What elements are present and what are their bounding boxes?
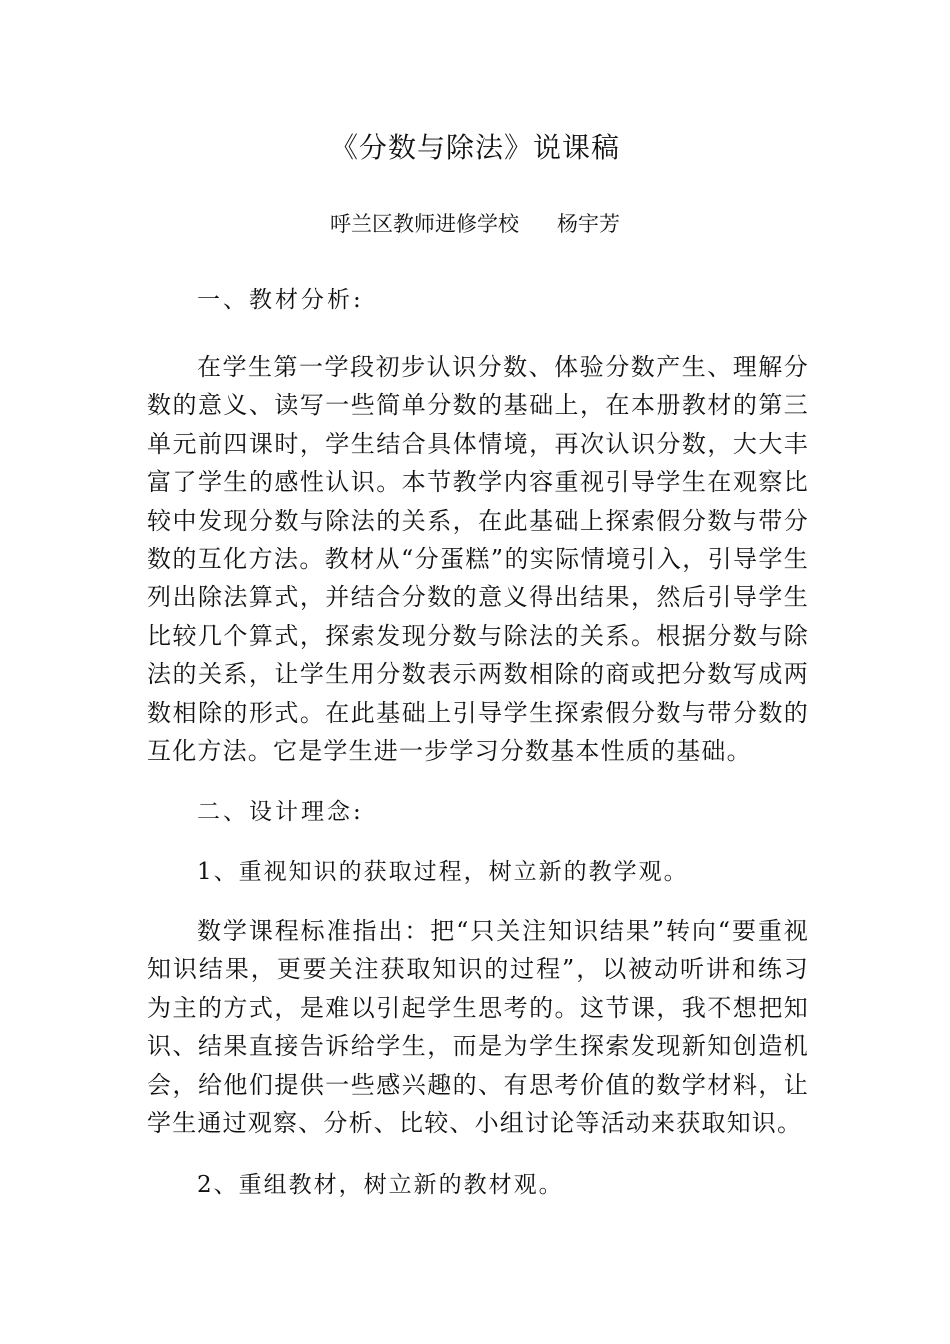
author-organization: 呼兰区教师进修学校 bbox=[330, 212, 519, 236]
subsection-heading-2: 2、重组教材，树立新的教材观。 bbox=[197, 1172, 564, 1198]
author-line bbox=[0, 208, 950, 240]
author-name: 杨宇芳 bbox=[557, 212, 620, 236]
document-title: 《分数与除法》说课稿 bbox=[329, 131, 620, 164]
section-heading-textbook-analysis: 一、教材分析: bbox=[197, 287, 364, 313]
subsection-heading-1: 1、重视知识的获取过程，树立新的教学观。 bbox=[197, 859, 689, 885]
section-heading-design-philosophy: 二、设计理念: bbox=[197, 799, 364, 825]
paragraph-subsection-1: 数学课程标准指出：把“只关注知识结果”转向“要重视知识结果，更要关注获取知识的过程”，以被动听讲和练习为主的方式，是难以引起学生思考的。这节课，我不想把知识、结果直接告诉给学生，而是为学生探索发现新知创造机会，给他们提供一些感兴趣的、有思考价值的数学材料，让学生通过观察、分析、比较、小组讨论等活动来获取知识。 bbox=[147, 917, 809, 1138]
paragraph-textbook-analysis: 在学生第一学段初步认识分数、体验分数产生、理解分数的意义、读写一些简单分数的基础上，在本册教材的第三单元前四课时，学生结合具体情境，再次认识分数，大大丰富了学生的感性认识。本节教学内容重视引导学生在观察比较中发现分数与除法的关系，在此基础上探索假分数与带分数的互化方法。教材从“分蛋糕”的实际情境引入，引导学生列出除法算式，并结合分数的意义得出结果，然后引导学生比较几个算式，探索发现分数与除法的关系。根据分数与除法的关系，让学生用分数表示两数相除的商或把分数写成两数相除的形式。在此基础上引导学生探索假分数与带分数的互化方法。它是学生进一步学习分数基本性质的基础。 bbox=[147, 353, 809, 766]
